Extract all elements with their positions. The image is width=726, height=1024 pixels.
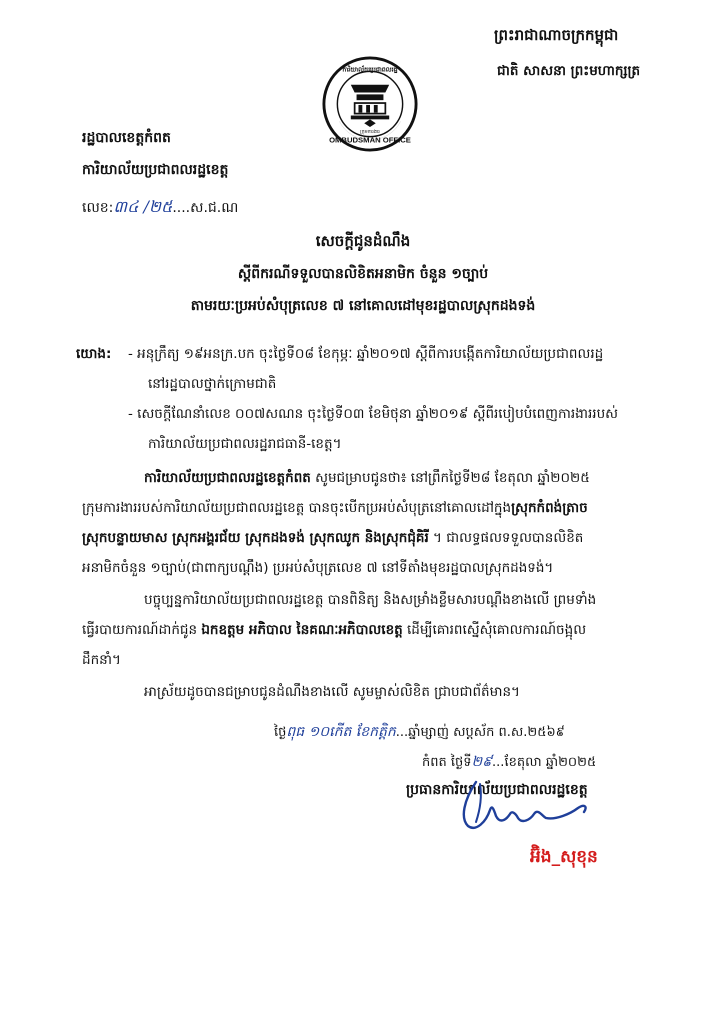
body-paragraph-1-line1 — [144, 472, 590, 486]
references-label: យោង: — [76, 346, 112, 362]
body-p1-l2-district: ស្រុកកំពង់ត្រាច — [511, 500, 588, 516]
issuer-office: ការិយាល័យប្រជាពលរដ្ឋខេត្ត — [82, 162, 229, 178]
reference-prefix: លេខ: — [82, 200, 114, 216]
body-paragraph-1-line4: អនាមិកចំនួន ១ច្បាប់(ជាពាក្យបណ្ដឹង) ប្រអប់សំបុត្រលេខ ៧ នៅទីតាំងមុខរដ្ឋបាលស្រុកដងទង់។ — [82, 560, 554, 576]
solar-date-handwritten: ២៩ — [471, 754, 493, 770]
body-p1-l3-rest: ។ ជាលទ្ធផលទទួលបានលិខិត — [428, 530, 584, 546]
body-p2-governor: ឯកឧត្ដម អភិបាល នៃគណៈអភិបាលខេត្ត — [201, 622, 403, 638]
document-title: សេចក្ដីជូនដំណឹង — [315, 232, 411, 250]
solar-date-prefix: កំពត ថ្ងៃទី — [422, 755, 472, 770]
body-paragraph-2-line2 — [82, 624, 586, 638]
reference-item-1-line1: - អនុក្រឹត្យ ១៩អនក្រ.បក ចុះថ្ងៃទី០៨ ខែកុម្ភៈ ឆ្នាំ២០១៧ ស្ដីពីការបង្កើតការិយាល័យប្រជាពលរដ្ឋ — [128, 346, 604, 362]
signatory-name: អ៊ិង_សុខុន — [530, 847, 598, 867]
solar-date-suffix: ...ខែតុលា ឆ្នាំ២០២៥ — [492, 755, 597, 770]
body-p2-l2-b: ដើម្បីគោរពស្នើសុំគោលការណ៍ចង្អុល — [402, 622, 587, 638]
body-p2-l2-a: ធ្វើរបាយការណ៍ដាក់ជូន — [82, 622, 202, 638]
kingdom-title: ព្រះរាជាណាចក្រកម្ពុជា — [494, 26, 619, 44]
body-paragraph-2-line3: ដឹកនាំ។ — [82, 652, 121, 668]
lunar-date-suffix: ...ឆ្នាំម្សាញ់ សប្តស័ក ព.ស.២៥៦៩ — [395, 725, 565, 740]
body-paragraph-3: អាស្រ័យដូចបានជម្រាបជូនដំណឹងខាងលើ សូមម្ចាស់លិខិត ជ្រាបជាព័ត៌មាន។ — [144, 684, 520, 700]
body-paragraph-1-line2 — [82, 502, 588, 516]
national-motto: ជាតិ សាសនា ព្រះមហាក្សត្រ — [497, 63, 641, 79]
logo-top-text: ការិយាល័យប្រជាពលរដ្ឋ — [342, 66, 398, 74]
document-subject-line2: តាមរយៈប្រអប់សំបុត្រលេខ ៧ នៅគោលដៅមុខរដ្ឋបាលស្រុកដងទង់ — [190, 298, 536, 314]
reference-handwritten: ៣៤ /២៥ — [113, 197, 173, 216]
issuer-administration: រដ្ឋបាលខេត្តកំពត — [82, 130, 171, 146]
reference-item-1-line2: នៅរដ្ឋបាលថ្នាក់ក្រោមជាតិ — [148, 376, 277, 392]
logo-ring-text: OMBUDSMAN OFFICE — [329, 135, 411, 145]
lunar-date — [274, 722, 565, 743]
document-subject-line1: ស្ដីពីករណីទទួលបានលិខិតអនាមិក ចំនួន ១ច្បាប់ — [237, 266, 489, 282]
reference-item-2-line2: ការិយាល័យប្រជាពលរដ្ឋរាជធានី-ខេត្ត។ — [148, 436, 342, 452]
ombudsman-office-logo — [322, 56, 418, 152]
reference-number — [82, 196, 238, 220]
body-p1-l2: ក្រុមការងាររបស់ការិយាល័យប្រជាពលរដ្ឋខេត្ត បានចុះបើកប្រអប់សំបុត្រនៅគោលដៅក្នុង — [82, 500, 512, 516]
reference-suffix: ....ស.ជ.ណ — [172, 200, 239, 216]
lunar-date-prefix: ថ្ងៃ — [274, 725, 287, 740]
logo-bottom-text: ក្រុមការងារ — [360, 129, 380, 135]
body-paragraph-2-line1: បច្ចុប្បន្នការិយាល័យប្រជាពលរដ្ឋខេត្ត បានពិនិត្យ និងសម្រាំងខ្លឹមសារបណ្ដឹងខាងលើ ព្រមទាំង — [144, 592, 597, 608]
body-paragraph-1-line3 — [82, 532, 583, 546]
lunar-date-handwritten: ពុធ ១០កើត ខែកត្តិក — [286, 724, 396, 740]
body-office-name: ការិយាល័យប្រជាពលរដ្ឋខេត្តកំពត — [144, 470, 311, 486]
handwritten-signature — [446, 770, 596, 840]
signatory-position: ប្រធានការិយាល័យប្រជាពលរដ្ឋខេត្ត — [406, 782, 588, 798]
body-p1-rest: សូមជម្រាបជូនថា៖ នៅព្រឹកថ្ងៃទី២៨ ខែតុលា ឆ្នាំ២០២៥ — [310, 470, 590, 486]
reference-item-2-line1: - សេចក្ដីណែនាំលេខ ០០៧សណន ចុះថ្ងៃទី០៣ ខែមិថុនា ឆ្នាំ២០១៩ ស្ដីពីរបៀបបំពេញការងាររបស់ — [128, 406, 619, 422]
body-p1-districts: ស្រុកបន្ទាយមាស ស្រុកអង្គរជ័យ ស្រុកដងទង់ ស្រុកឈូក និងស្រុកជុំគិរី — [82, 530, 429, 546]
